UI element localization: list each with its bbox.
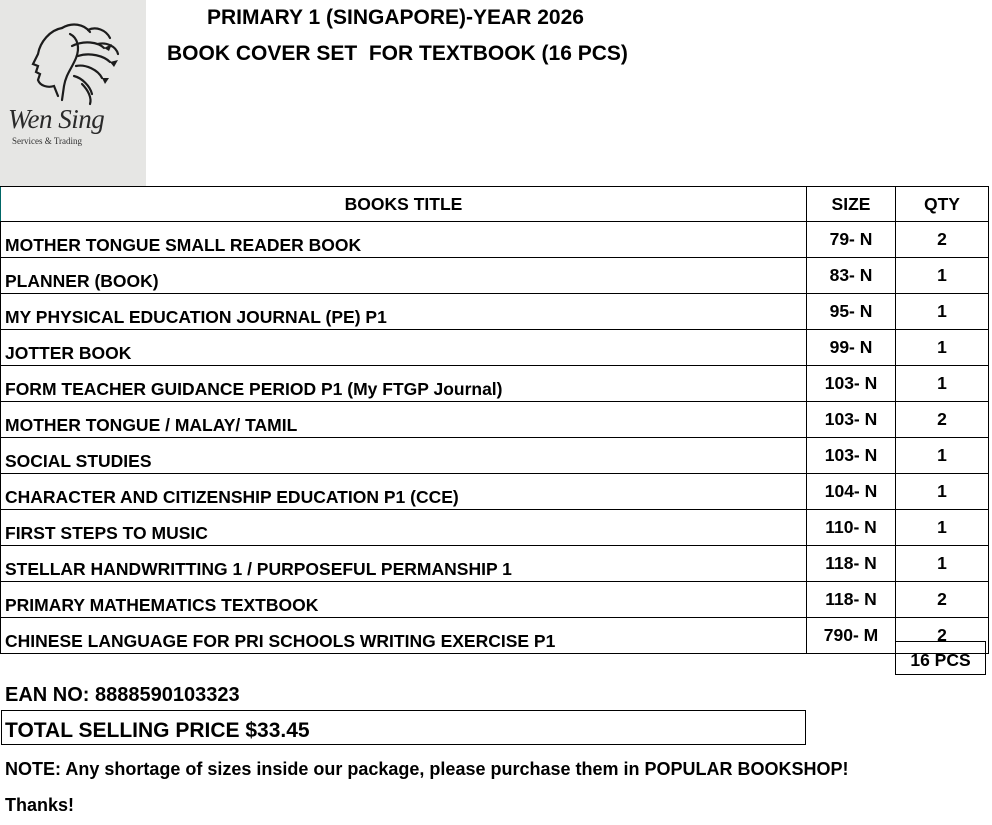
book-title: STELLAR HANDWRITTING 1 / PURPOSEFUL PERMANSHIP 1	[1, 546, 807, 582]
book-qty: 1	[896, 258, 989, 294]
book-size: 95- N	[807, 294, 896, 330]
books-table	[0, 186, 989, 654]
table-row	[1, 222, 989, 258]
brand-tagline: Services & Trading	[12, 136, 83, 146]
book-title: CHARACTER AND CITIZENSHIP EDUCATION P1 (CCE)	[1, 474, 807, 510]
book-size: 118- N	[807, 582, 896, 618]
table-row	[1, 582, 989, 618]
book-size: 103- N	[807, 402, 896, 438]
woman-profile-icon	[0, 0, 146, 186]
book-title: MOTHER TONGUE SMALL READER BOOK	[1, 222, 807, 258]
table-row	[1, 258, 989, 294]
book-title: SOCIAL STUDIES	[1, 438, 807, 474]
book-size: 103- N	[807, 438, 896, 474]
book-qty: 1	[896, 510, 989, 546]
book-title: PRIMARY MATHEMATICS TEXTBOOK	[1, 582, 807, 618]
book-size: 110- N	[807, 510, 896, 546]
book-qty: 1	[896, 438, 989, 474]
header-size: SIZE	[807, 187, 896, 222]
table-row	[1, 510, 989, 546]
book-size: 104- N	[807, 474, 896, 510]
book-title: MY PHYSICAL EDUCATION JOURNAL (PE) P1	[1, 294, 807, 330]
table-row	[1, 402, 989, 438]
book-qty: 2	[896, 582, 989, 618]
table-row	[1, 546, 989, 582]
book-size: 99- N	[807, 330, 896, 366]
book-title: FIRST STEPS TO MUSIC	[1, 510, 807, 546]
book-size: 83- N	[807, 258, 896, 294]
logo	[0, 0, 146, 186]
page-title: PRIMARY 1 (SINGAPORE)-YEAR 2026	[207, 6, 584, 29]
book-title: JOTTER BOOK	[1, 330, 807, 366]
book-size: 118- N	[807, 546, 896, 582]
table-header-row	[1, 187, 989, 222]
book-qty: 1	[896, 330, 989, 366]
table-row	[1, 474, 989, 510]
thanks-text: Thanks!	[5, 795, 75, 815]
total-qty: 16 PCS	[895, 641, 986, 675]
ean-number: EAN NO: 8888590103323	[5, 684, 240, 706]
book-size: 103- N	[807, 366, 896, 402]
brand-name: Wen Sing	[8, 104, 105, 134]
book-title: CHINESE LANGUAGE FOR PRI SCHOOLS WRITING EXERCISE P1	[1, 618, 807, 654]
book-size: 790- M	[807, 618, 896, 654]
table-row	[1, 618, 989, 654]
book-title: PLANNER (BOOK)	[1, 258, 807, 294]
book-qty: 1	[896, 294, 989, 330]
note-text: NOTE: Any shortage of sizes inside our package, please purchase them in POPULAR BOOKSHOP!	[5, 759, 849, 779]
book-qty: 2	[896, 402, 989, 438]
table-row	[1, 438, 989, 474]
book-qty: 1	[896, 474, 989, 510]
total-price: TOTAL SELLING PRICE $33.45	[5, 719, 310, 742]
table-row	[1, 330, 989, 366]
book-qty: 1	[896, 546, 989, 582]
header-books-title: BOOKS TITLE	[1, 187, 807, 222]
page-subtitle: BOOK COVER SET FOR TEXTBOOK (16 PCS)	[167, 42, 628, 65]
book-qty: 1	[896, 366, 989, 402]
book-size: 79- N	[807, 222, 896, 258]
table-row	[1, 366, 989, 402]
book-title: FORM TEACHER GUIDANCE PERIOD P1 (My FTGP Journal)	[1, 366, 807, 402]
book-qty: 2	[896, 618, 989, 654]
book-title: MOTHER TONGUE / MALAY/ TAMIL	[1, 402, 807, 438]
book-qty: 2	[896, 222, 989, 258]
header-qty: QTY	[896, 187, 989, 222]
table-row	[1, 294, 989, 330]
